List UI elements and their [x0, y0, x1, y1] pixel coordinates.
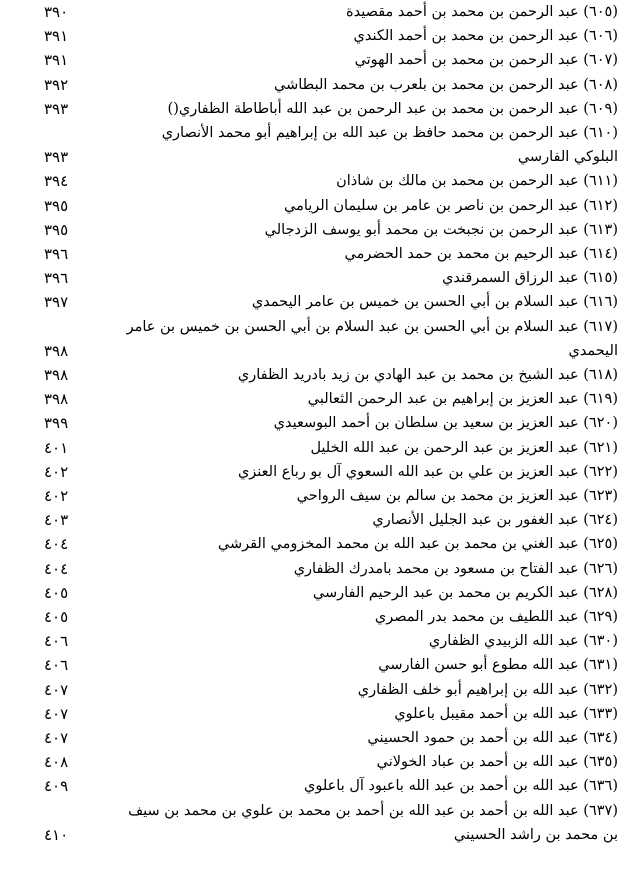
toc-row — [0, 339, 630, 363]
page-number: ٣٩٢ — [44, 75, 69, 94]
entry-title: (٦٢٣) عبد العزيز بن محمد بن سالم بن سيف الرواحي — [296, 488, 618, 504]
page-number: ٣٩٧ — [44, 293, 69, 312]
page-number: ٤٠٤ — [44, 559, 69, 578]
page-number: ٣٩١ — [44, 27, 69, 46]
page-number: ٣٩٣ — [44, 99, 69, 118]
entry-title: (٦٣٦) عبد الله بن أحمد بن عبد الله باعبود آل باعلوي — [304, 778, 618, 795]
entry-title: (٦٠٨) عبد الرحمن بن محمد بن بلعرب بن محمد البطاشي — [274, 76, 618, 93]
page-number: ٤٠٦ — [44, 656, 69, 675]
entry-title: (٦٢٨) عبد الكريم بن محمد بن عبد الرحيم الفارسي — [312, 584, 618, 601]
page-number: ٤٠١ — [44, 438, 69, 457]
entry-title: (٦١١) عبد الرحمن بن محمد بن مالك بن شاذان — [336, 173, 618, 190]
page-number: ٣٩٥ — [44, 196, 69, 215]
entry-title: (٦١٦) عبد السلام بن أبي الحسن بن خميس بن عامر اليحمدي — [251, 294, 618, 311]
toc-row — [0, 242, 630, 266]
entry-title: (٦١٩) عبد العزيز بن إبراهيم بن عبد الرحمن الثعالبي — [307, 391, 618, 408]
toc-row — [0, 290, 630, 314]
toc-row — [0, 460, 630, 484]
entry-title: (٦٠٦) عبد الرحمن بن محمد بن أحمد الكندي — [353, 28, 618, 45]
page-number: ٤٠٨ — [44, 753, 69, 772]
toc-row — [0, 436, 630, 460]
page-number: ٣٩٣ — [44, 148, 69, 167]
entry-title: (٦١٧) عبد السلام بن أبي الحسن بن عبد السلام بن أبي الحسن بن خميس بن عامر — [126, 318, 618, 335]
page-number: ٣٩٨ — [44, 390, 69, 409]
entry-title: (٦٢٠) عبد العزيز بن سعيد بن سلطان بن أحمد البوسعيدي — [273, 415, 618, 432]
entry-title: (٦١٨) عبد الشيخ بن محمد بن عبد الهادي بن زيد بادريد الظفاري — [237, 367, 618, 383]
entry-title: (٦٢٤) عبد الغفور بن عبد الجليل الأنصاري — [372, 512, 618, 529]
page-number: ٤٠٤ — [44, 535, 69, 554]
entry-title: (٦١٤) عبد الرحيم بن محمد بن حمد الحضرمي — [344, 246, 618, 262]
toc-row — [0, 194, 630, 218]
toc-row — [0, 605, 630, 629]
toc-row — [0, 363, 630, 387]
page-number: ٤٠٦ — [44, 632, 69, 651]
toc-row — [0, 24, 630, 48]
toc-row — [0, 581, 630, 605]
entry-title: (٦٢٩) عبد اللطيف بن محمد بدر المصري — [374, 609, 618, 625]
entry-title: (٦٣٤) عبد الله بن أحمد بن حمود الحسيني — [367, 730, 618, 746]
entry-title: (٦٢٥) عبد الغني بن محمد بن عبد الله بن محمد المخزومي القرشي — [217, 536, 618, 553]
page-number: ٣٩٥ — [44, 220, 69, 239]
page-number: ٤٠٧ — [44, 680, 69, 699]
page-number: ٣٩٩ — [44, 414, 69, 433]
toc-row — [0, 73, 630, 97]
entry-title: (٦١٣) عبد الرحمن بن نجبخت بن محمد أبو يوسف الزدجالي — [264, 221, 618, 238]
toc-row — [0, 97, 630, 121]
toc-row — [0, 702, 630, 726]
entry-title: (٦٣٧) عبد الله بن أحمد بن عبد الله بن أحمد بن محمد بن علوي بن محمد بن سيف — [128, 802, 618, 819]
toc-row — [0, 169, 630, 193]
entry-title: (٦٣١) عبد الله مطوع أبو حسن الفارسي — [378, 657, 618, 674]
page-number: ٤٠٢ — [44, 462, 69, 481]
toc-row — [0, 653, 630, 677]
toc-row — [0, 823, 630, 847]
toc-row — [0, 750, 630, 774]
toc-row — [0, 726, 630, 750]
page-number: ٣٩٦ — [44, 269, 69, 288]
toc-row — [0, 484, 630, 508]
page-number: ٣٩٨ — [44, 341, 69, 360]
entry-title: (٦٠٩) عبد الرحمن بن محمد بن عبد الرحمن بن عبد الله أباطاطة الظفاري() — [167, 100, 618, 117]
page-number: ٤٠٥ — [44, 583, 69, 602]
entry-title: (٦١٢) عبد الرحمن بن ناصر بن عامر بن سليمان الريامي — [283, 197, 618, 214]
entry-title: اليحمدي — [568, 342, 618, 359]
page-number: ٤٠٢ — [44, 487, 69, 505]
page-number: ٤٠٩ — [44, 777, 69, 796]
entry-title: (٦٢١) عبد العزيز بن عبد الرحمن بن عبد الله الخليل — [310, 439, 618, 456]
toc-row — [0, 532, 630, 556]
toc-row — [0, 678, 630, 702]
entry-title: (٦١٥) عبد الرزاق السمرقندي — [442, 270, 618, 287]
page-number: ٣٩٠ — [44, 3, 69, 21]
toc-row — [0, 629, 630, 653]
entry-title: بن محمد بن راشد الحسيني — [453, 826, 618, 843]
entry-title: البلوكي الفارسي — [517, 149, 618, 166]
entry-title: (٦٢٢) عبد العزيز بن علي بن عبد الله السعوي آل بو رباع العنزي — [237, 463, 618, 480]
entry-title: (٦٣٣) عبد الله بن أحمد مقيبل باعلوي — [394, 705, 618, 722]
toc-row — [0, 48, 630, 72]
entry-title: (٦٠٧) عبد الرحمن بن محمد بن أحمد الهوتي — [354, 52, 618, 69]
entry-title: (٦١٠) عبد الرحمن بن محمد حافظ بن عبد الله بن إبراهيم أبو محمد الأنصاري — [161, 125, 618, 141]
entry-title: (٦٣٢) عبد الله بن إبراهيم أبو خلف الظفاري — [357, 681, 618, 698]
entry-title: (٦٠٥) عبد الرحمن بن محمد بن أحمد مقصيدة — [346, 4, 618, 20]
toc-row — [0, 557, 630, 581]
toc-row — [0, 387, 630, 411]
toc-row — [0, 0, 630, 24]
toc-row — [0, 145, 630, 169]
toc-row — [0, 508, 630, 532]
page-number: ٣٩٨ — [44, 366, 69, 384]
page-number: ٣٩١ — [44, 51, 69, 70]
toc-row — [0, 774, 630, 798]
page-number: ٣٩٦ — [44, 245, 69, 263]
toc-row — [0, 315, 630, 339]
page-number: ٤٠٣ — [44, 511, 69, 530]
entry-title: (٦٢٦) عبد الفتاح بن مسعود بن محمد بامدرك الظفاري — [293, 560, 618, 577]
toc-row — [0, 266, 630, 290]
toc-row — [0, 218, 630, 242]
entry-title: (٦٣٥) عبد الله بن أحمد بن عباد الخولاني — [376, 754, 618, 771]
page-number: ٣٩٤ — [44, 172, 69, 191]
page-number: ٤٠٧ — [44, 704, 69, 723]
toc-row — [0, 121, 630, 145]
entry-title: (٦٣٠) عبد الله الزبيدي الظفاري — [428, 633, 618, 650]
page-number: ٤١٠ — [44, 825, 69, 844]
toc-row — [0, 799, 630, 823]
toc-row — [0, 411, 630, 435]
page-number: ٤٠٧ — [44, 729, 69, 747]
page-number: ٤٠٥ — [44, 608, 69, 626]
